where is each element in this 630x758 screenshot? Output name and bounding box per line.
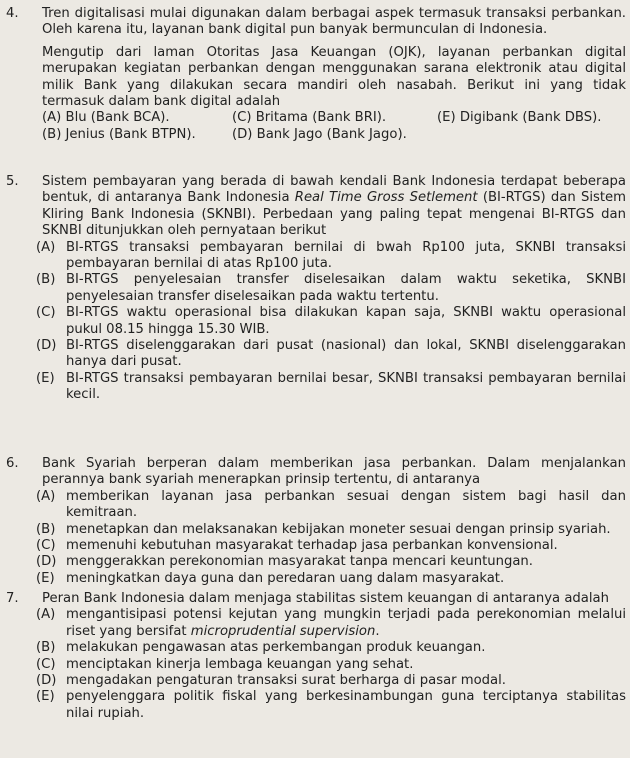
- option-letter: (E): [36, 689, 55, 705]
- option-letter: (E): [437, 110, 456, 126]
- option-b[interactable]: [42, 127, 232, 143]
- option-letter: (C): [36, 656, 56, 672]
- option-text: BI-RTGS diselenggarakan dari pusat (nasional) dan lokal, SKNBI diselenggarakan hanya dari pusat.: [66, 338, 626, 370]
- option-letter: (D): [36, 338, 57, 354]
- option-grid: [42, 110, 626, 143]
- option-e[interactable]: [437, 110, 617, 126]
- option-letter: (C): [232, 110, 252, 126]
- option-a[interactable]: [36, 489, 626, 522]
- option-a[interactable]: [36, 240, 626, 273]
- option-letter: (A): [36, 239, 56, 255]
- stem-text: (BI-RTGS) dan Sistem Kliring Bank Indonesia (SKNBI). Perbedaan yang paling tepat mengenai BI-RTGS dan SKNBI ditunjukkan oleh pernyataan berikut: [42, 190, 626, 239]
- option-d[interactable]: [36, 673, 626, 689]
- question-number: 6.: [6, 456, 19, 471]
- stem-italic-term: Real Time Gross Setlement: [294, 190, 478, 206]
- option-italic-term: microprudential supervision: [190, 623, 376, 639]
- question-stem: Bank Syariah berperan dalam memberikan jasa perbankan. Dalam menjalankan perannya bank syariah menerapkan prinsip tertentu, di antaranya: [42, 456, 626, 488]
- option-e[interactable]: [36, 371, 626, 404]
- option-c[interactable]: [232, 110, 437, 126]
- option-letter: (B): [36, 640, 56, 656]
- question-5: [6, 174, 626, 404]
- option-text: mengantisipasi potensi kejutan yang mungkin terjadi pada perekonomian melalui riset yang bersifat: [66, 607, 626, 639]
- option-d[interactable]: [36, 338, 626, 371]
- option-d[interactable]: [232, 127, 437, 143]
- option-text: BI-RTGS transaksi pembayaran bernilai besar, SKNBI transaksi pembayaran bernilai kecil.: [66, 370, 626, 403]
- option-e[interactable]: [36, 571, 626, 587]
- question-number: 7.: [6, 591, 19, 606]
- option-letter: (D): [36, 673, 57, 689]
- option-text: Blu (Bank BCA).: [65, 110, 170, 126]
- question-stem: Peran Bank Indonesia dalam menjaga stabilitas sistem keuangan di antaranya adalah: [42, 591, 609, 606]
- option-b[interactable]: [36, 522, 626, 538]
- option-e[interactable]: [36, 689, 626, 722]
- option-text: memenuhi kebutuhan masyarakat terhadap jasa perbankan konvensional.: [66, 538, 558, 554]
- stem-text: Sistem pembayaran yang berada di bawah kendali Bank Indonesia terdapat beberapa bentuk, di antaranya Bank Indonesia: [42, 174, 626, 206]
- question-stem: [42, 174, 626, 240]
- question-stem-paragraph-1: Tren digitalisasi mulai digunakan dalam berbagai aspek termasuk transaksi perbankan. Oleh karena itu, layanan bank digital pun banyak bermunculan di Indonesia.: [42, 6, 626, 38]
- option-text: BI-RTGS transaksi pembayaran bernilai di bwah Rp100 juta, SKNBI transaksi pembayaran bernilai di atas Rp100 juta.: [66, 239, 626, 272]
- option-b[interactable]: [36, 272, 626, 305]
- option-letter: (C): [36, 538, 56, 554]
- option-letter: (C): [36, 305, 56, 321]
- option-text: BI-RTGS waktu operasional bisa dilakukan kapan saja, SKNBI waktu operasional pukul 08.15 hingga 15.30 WIB.: [66, 305, 626, 337]
- option-letter: (A): [36, 488, 56, 504]
- option-letter: (E): [36, 570, 55, 586]
- option-a[interactable]: [42, 110, 232, 126]
- option-text: meningkatkan daya guna dan peredaran uang dalam masyarakat.: [66, 570, 505, 586]
- option-text: melakukan pengawasan atas perkembangan produk keuangan.: [66, 640, 486, 656]
- option-text: Britama (Bank BRI).: [255, 110, 387, 126]
- option-letter: (A): [42, 110, 62, 126]
- option-letter: (A): [36, 607, 56, 623]
- option-letter: (D): [232, 126, 253, 142]
- option-text: BI-RTGS penyelesaian transfer diselesaikan dalam waktu seketika, SKNBI penyelesaian transfer diselesaikan pada waktu tertentu.: [66, 272, 626, 304]
- option-letter: (E): [36, 370, 55, 386]
- option-letter: (B): [36, 272, 56, 288]
- option-c[interactable]: [36, 657, 626, 673]
- option-c[interactable]: [36, 305, 626, 338]
- option-text: menetapkan dan melaksanakan kebijakan moneter sesuai dengan prinsip syariah.: [66, 521, 611, 537]
- option-text: Bank Jago (Bank Jago).: [256, 126, 407, 142]
- question-7: [6, 591, 626, 722]
- question-6: [6, 456, 626, 587]
- option-letter: (D): [36, 554, 57, 570]
- option-text: mengadakan pengaturan transaksi surat berharga di pasar modal.: [66, 673, 506, 689]
- option-text: menciptakan kinerja lembaga keuangan yang sehat.: [66, 656, 414, 672]
- question-number: 5.: [6, 174, 19, 189]
- option-letter: (B): [36, 521, 56, 537]
- option-text: penyelenggara politik fiskal yang berkesinambungan guna terciptanya stabilitas nilai rupiah.: [66, 689, 626, 721]
- option-text: menggerakkan perekonomian masyarakat tanpa mencari keuntungan.: [66, 554, 533, 570]
- question-4: [6, 6, 626, 143]
- option-text: Digibank (Bank DBS).: [459, 110, 602, 126]
- option-text: memberikan layanan jasa perbankan sesuai dengan sistem bagi hasil dan kemitraan.: [66, 488, 626, 521]
- option-letter: (B): [42, 126, 62, 142]
- option-a[interactable]: [36, 607, 626, 640]
- question-stem-paragraph-2: Mengutip dari laman Otoritas Jasa Keuangan (OJK), layanan perbankan digital merupakan kegiatan perbankan dengan menggunakan sarana elektronik atau digital milik Bank yang dilakukan secara mandiri oleh nasabah. Berikut ini yang tidak termasuk dalam bank digital adalah: [42, 44, 626, 110]
- question-number: 4.: [6, 6, 19, 21]
- option-text-end: .: [375, 623, 380, 639]
- option-d[interactable]: [36, 554, 626, 570]
- option-b[interactable]: [36, 640, 626, 656]
- option-text: Jenius (Bank BTPN).: [65, 126, 196, 142]
- option-c[interactable]: [36, 538, 626, 554]
